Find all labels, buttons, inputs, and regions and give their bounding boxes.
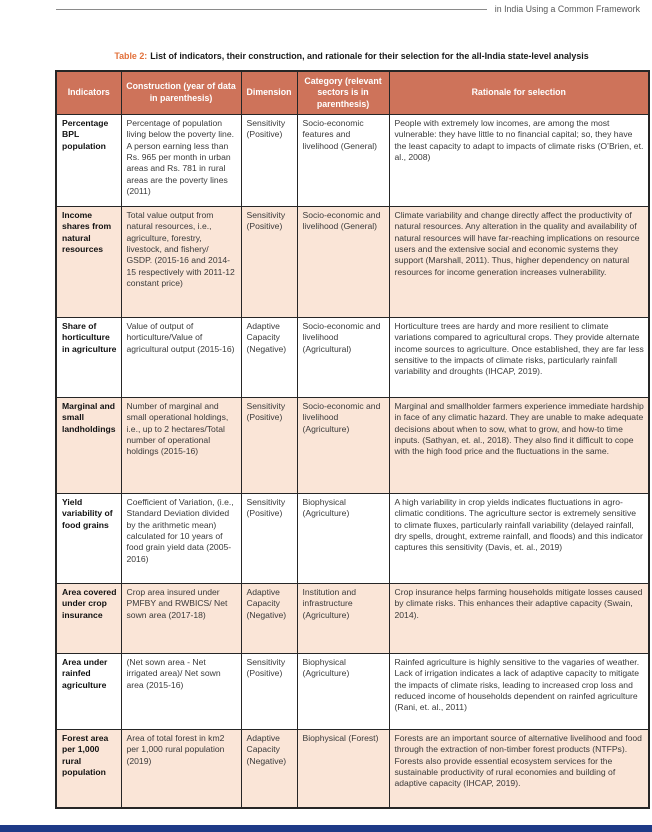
cell-dimension: Sensitivity (Positive) (241, 654, 297, 730)
cell-rationale: People with extremely low incomes, are among the most vulnerable: they have little to no financial capital; so, they have the least capacity to adapt to impacts of climate risks (O’Brien, et. al., 2008) (389, 115, 649, 207)
col-header-category: Category (relevant sectors is in parenthesis) (297, 71, 389, 115)
cell-rationale: Climate variability and change directly affect the productivity of natural resources. Any alteration in the quality and availability of natural resources will have far-reaching implications on resource users and the extensive social and economic systems they support (Marshall, 2011). Thus, higher dependency on natural resources for income generation increases vulnerability. (389, 207, 649, 318)
cell-indicator: Income shares from natural resources (56, 207, 121, 318)
table-body (56, 115, 649, 809)
cell-rationale: Marginal and smallholder farmers experience immediate hardship in face of any climatic hazard. They are unable to make adequate decisions about when to sow, what to grow, and how-to time inputs. (Sathyan, et. al., 2018). They also find it difficult to cope with the high food price and the fluctuations in the same. (389, 398, 649, 494)
cell-category: Biophysical (Agriculture) (297, 654, 389, 730)
cell-indicator: Forest area per 1,000 rural population (56, 730, 121, 809)
cell-indicator: Share of horticulture in agriculture (56, 318, 121, 398)
col-header-construction: Construction (year of data in parenthesis) (121, 71, 241, 115)
cell-category: Socio-economic features and livelihood (General) (297, 115, 389, 207)
cell-dimension: Sensitivity (Positive) (241, 398, 297, 494)
cell-indicator: Yield variability of food grains (56, 494, 121, 584)
cell-category: Socio-economic and livelihood (Agriculture) (297, 398, 389, 494)
page-header (56, 4, 640, 14)
cell-dimension: Adaptive Capacity (Negative) (241, 318, 297, 398)
cell-rationale: Crop insurance helps farming households mitigate losses caused by climate risks. This enhances their adaptive capacity (Swain, 2014). (389, 584, 649, 654)
cell-construction: Total value output from natural resources, i.e., agriculture, forestry, livestock, and fishery/ GSDP. (2015-16 and 2014-15 respectively with 2011-12 constant price) (121, 207, 241, 318)
cell-dimension: Sensitivity (Positive) (241, 207, 297, 318)
table-row (56, 207, 649, 318)
cell-construction: Coefficient of Variation, (i.e., Standard Deviation divided by the arithmetic mean) calculated for 10 years of food grain yield data (2005-2016) (121, 494, 241, 584)
cell-construction: Number of marginal and small operational holdings, i.e., up to 2 hectares/Total number of operational holdings (2015-16) (121, 398, 241, 494)
table-row (56, 398, 649, 494)
cell-category: Biophysical (Agriculture) (297, 494, 389, 584)
table-caption-text: List of indicators, their construction, and rationale for their selection for the all-India state-level analysis (150, 51, 589, 61)
cell-construction: (Net sown area - Net irrigated area)/ Net sown area (2015-16) (121, 654, 241, 730)
footer-bar (0, 825, 652, 832)
table-row (56, 730, 649, 809)
cell-category: Institution and infrastructure (Agriculture) (297, 584, 389, 654)
cell-rationale: A high variability in crop yields indicates fluctuations in agro-climatic conditions. The agriculture sector is extremely sensitive to climate fluxes, particularly rainfall variability (delayed rainfall, dry spells, drought, extreme rainfall, and floods) and this indicator captures this sensitivity (Davis, et. al., 2019) (389, 494, 649, 584)
cell-indicator: Marginal and small landholdings (56, 398, 121, 494)
table-caption (55, 51, 648, 61)
cell-indicator: Area under rainfed agriculture (56, 654, 121, 730)
cell-construction: Crop area insured under PMFBY and RWBICS/ Net sown area (2017-18) (121, 584, 241, 654)
cell-rationale: Forests are an important source of alternative livelihood and food through the extraction of non-timber forest products (NTFPs). Forests also provide essential ecosystem services for the sustainable productivity of rural economies and building of adaptive capacity (IHCAP, 2019). (389, 730, 649, 809)
table-row (56, 584, 649, 654)
col-header-rationale: Rationale for selection (389, 71, 649, 115)
cell-rationale: Horticulture trees are hardy and more resilient to climate variations compared to agricultural crops. They provide alternate income sources to agriculture. Once established, they are far less sensitive to the impacts of climate risks, particularly rainfall variability and droughts (IHCAP, 2019). (389, 318, 649, 398)
cell-rationale: Rainfed agriculture is highly sensitive to the vagaries of weather. Lack of irrigation indicates a lack of adaptive capacity to mitigate the impacts of climate risks, leading to increased crop loss and reduced income of households dependent on rainfed agriculture (Rani, et. al., 2011) (389, 654, 649, 730)
table-row (56, 654, 649, 730)
table-caption-label: Table 2: (114, 51, 148, 61)
table-head (56, 71, 649, 115)
running-head-text: in India Using a Common Framework (494, 4, 640, 14)
header-row (56, 71, 649, 115)
header-rule (56, 9, 487, 10)
cell-indicator: Area covered under crop insurance (56, 584, 121, 654)
indicators-table (55, 70, 650, 809)
cell-dimension: Adaptive Capacity (Negative) (241, 584, 297, 654)
col-header-indicators: Indicators (56, 71, 121, 115)
cell-category: Socio-economic and livelihood (Agricultural) (297, 318, 389, 398)
cell-category: Biophysical (Forest) (297, 730, 389, 809)
cell-construction: Area of total forest in km2 per 1,000 rural population (2019) (121, 730, 241, 809)
table-row (56, 318, 649, 398)
cell-indicator: Percentage BPL population (56, 115, 121, 207)
col-header-dimension: Dimension (241, 71, 297, 115)
cell-dimension: Sensitivity (Positive) (241, 494, 297, 584)
cell-dimension: Adaptive Capacity (Negative) (241, 730, 297, 809)
table-row (56, 115, 649, 207)
cell-construction: Percentage of population living below the poverty line. A person earning less than Rs. 965 per month in urban areas and Rs. 781 in rural areas are the poverty lines (2011) (121, 115, 241, 207)
cell-dimension: Sensitivity (Positive) (241, 115, 297, 207)
table-row (56, 494, 649, 584)
cell-category: Socio-economic and livelihood (General) (297, 207, 389, 318)
cell-construction: Value of output of horticulture/Value of agricultural output (2015-16) (121, 318, 241, 398)
